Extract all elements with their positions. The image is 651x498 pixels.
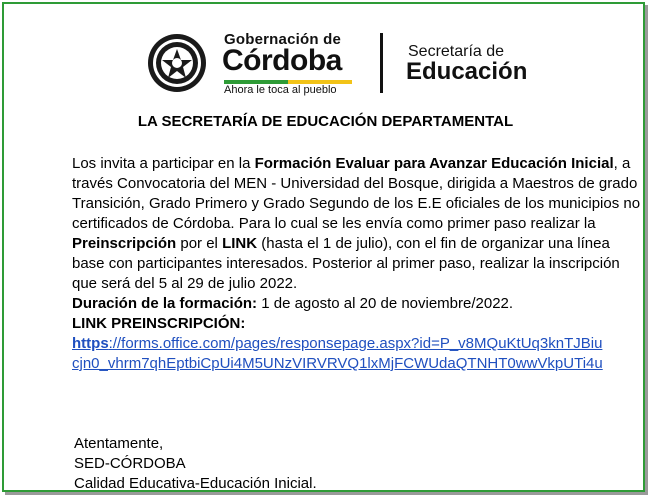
deadline-text: (hasta el 1 de julio), con el fin de organizar una línea base con participantes interesados. Posterior al primer paso, realizar la inscripción que será del 5 al 29 de julio 2022. [72, 235, 620, 292]
link-term: LINK [222, 235, 258, 252]
header-logos [144, 28, 574, 98]
sender-org: SED-CÓRDOBA [74, 455, 186, 472]
preinscription-term: Preinscripción [72, 235, 177, 252]
signature-block [74, 434, 317, 494]
educacion-logotype: Educación [406, 58, 528, 85]
cordoba-seal-icon [147, 33, 207, 93]
logo-divider [380, 33, 383, 93]
gobernacion-label: Gobernación de [224, 31, 341, 48]
slogan: Ahora le toca al pueblo [224, 84, 337, 96]
preinscription-link-line1[interactable]: https://forms.office.com/pages/responsepage.aspx?id=P_v8MQuKtUq3knTJBiu [72, 335, 603, 352]
intro-text: Los invita a participar en la [72, 155, 255, 172]
call-details: , a través Convocatoria del MEN - Universidad del Bosque, dirigida a Maestros de grado Transición, Grado Primero y Grado Segundo de los E.E oficiales de los municipios no certificados de Córdoba. Para lo cual se les envía como primer paso realizar la [72, 155, 641, 232]
duration-value: 1 de agosto al 20 de noviembre/2022. [257, 295, 514, 312]
cordoba-logotype: Córdoba [222, 44, 342, 77]
preinscription-link-line2[interactable]: cjn0_vhrm7qhEptbiCpUi4M5UNzVIRVRVQ1lxMjFCWUdaQTNHT0wwVkpUTi4u [72, 355, 603, 372]
document-frame [2, 2, 645, 492]
closing: Atentamente, [74, 435, 164, 452]
invitation-body [72, 154, 642, 374]
connector-text: por el [176, 235, 223, 252]
invitation-paragraph [72, 154, 642, 294]
page-title: LA SECRETARÍA DE EDUCACIÓN DEPARTAMENTAL [137, 113, 514, 130]
link-protocol: https [72, 335, 109, 352]
secretaria-label: Secretaría de [408, 43, 505, 60]
sender-area: Calidad Educativa-Educación Inicial. [74, 475, 317, 492]
duration-line [72, 294, 642, 314]
program-name: Formación Evaluar para Avanzar Educación Inicial [254, 155, 614, 172]
link-label: LINK PREINSCRIPCIÓN: [72, 315, 246, 332]
duration-label: Duración de la formación: [72, 295, 258, 312]
